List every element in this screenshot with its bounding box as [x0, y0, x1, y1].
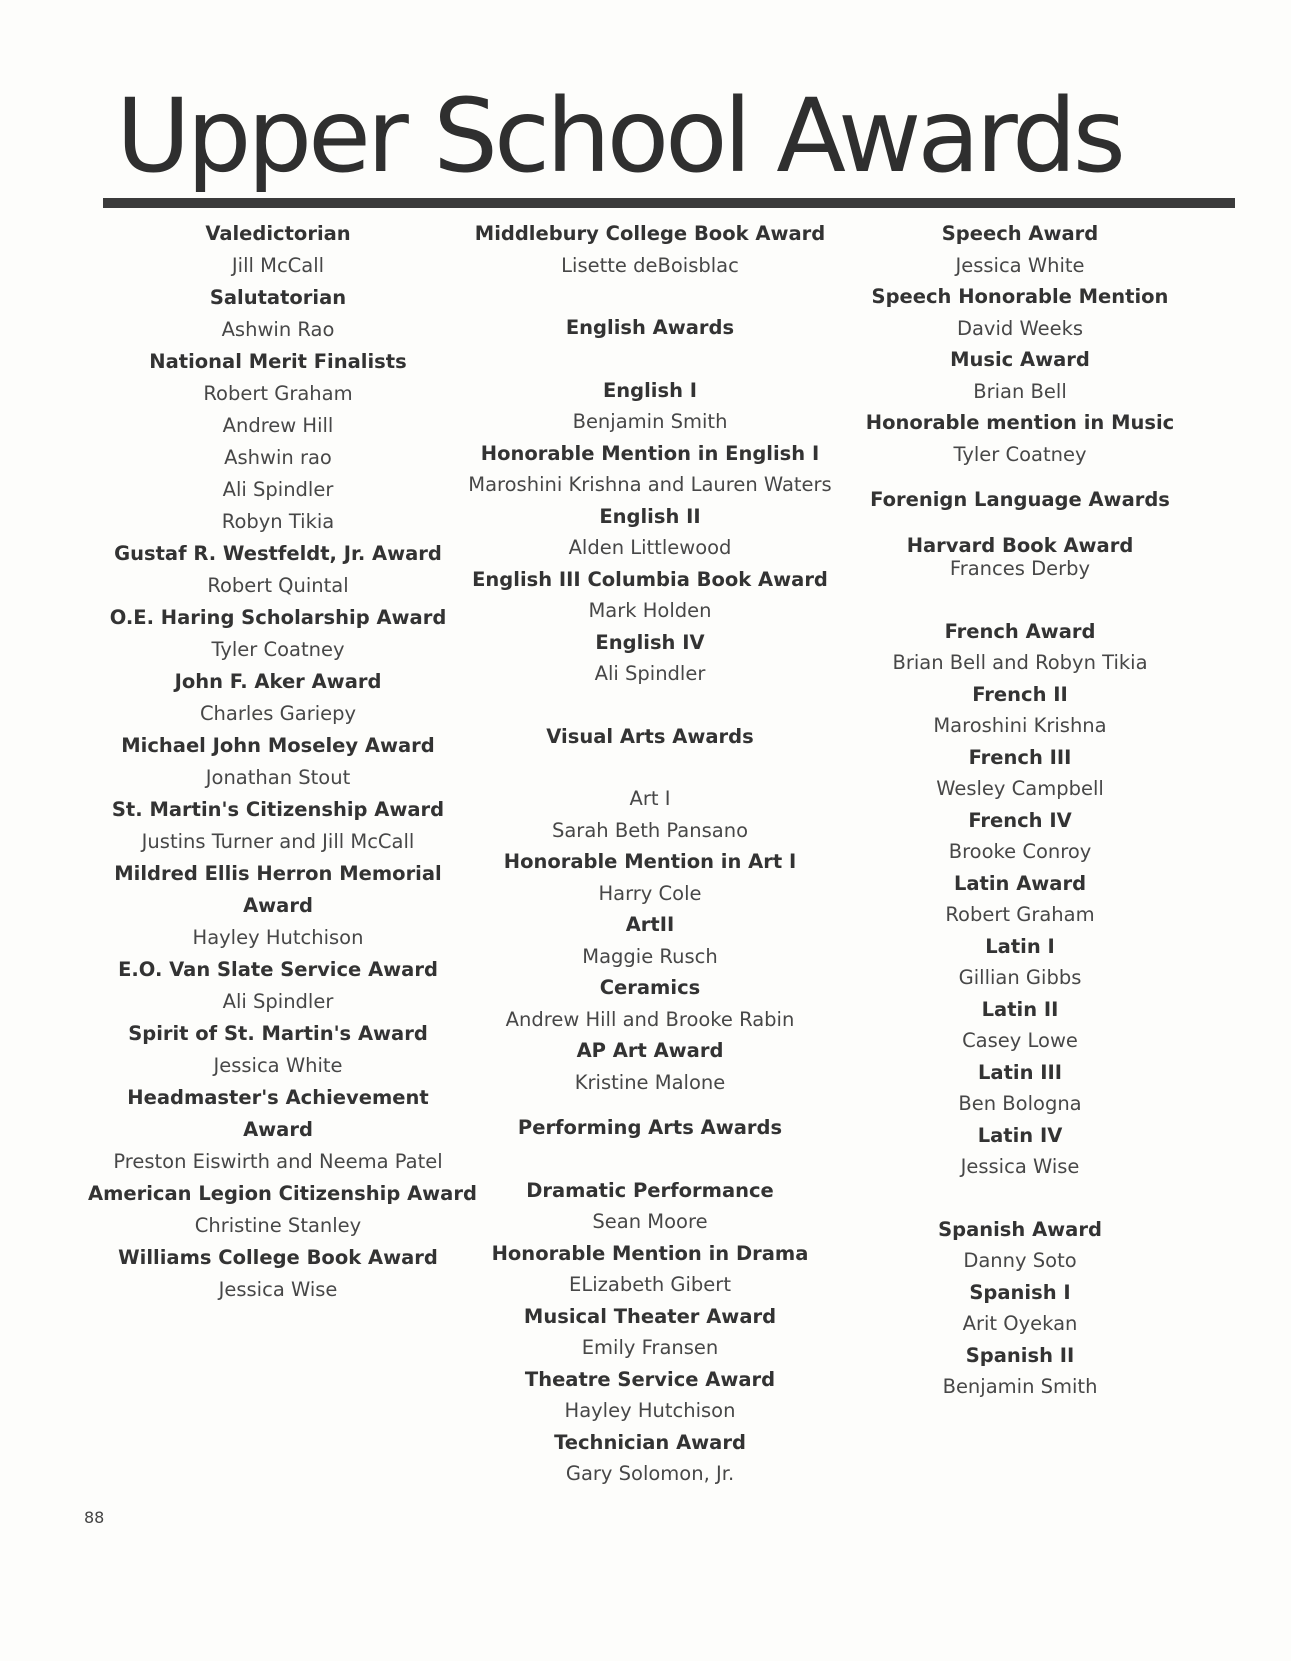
award-heading: Latin I	[985, 934, 1055, 958]
recipient-name: ELizabeth Gibert	[569, 1273, 731, 1296]
award-heading: Forenign Language Awards	[870, 488, 1170, 511]
award-heading: French IV	[968, 808, 1072, 832]
award-heading: Latin Award	[953, 871, 1087, 895]
award-heading: ArtII	[625, 913, 675, 936]
award-heading: Honorable mention in Music	[865, 411, 1175, 434]
award-heading: Mildred Ellis Herron Memorial	[114, 862, 442, 885]
award-heading: Theatre Service Award	[524, 1367, 776, 1391]
recipient-name: Casey Lowe	[962, 1029, 1078, 1052]
award-heading: Valedictorian	[205, 222, 351, 245]
award-heading: Spanish Award	[938, 1217, 1102, 1241]
recipient-name: Ashwin Rao	[221, 318, 335, 341]
award-heading: French Award	[944, 619, 1096, 643]
recipient-name: Robert Graham	[203, 382, 353, 405]
award-heading: Award	[243, 1118, 313, 1141]
recipient-name: Tyler Coatney	[211, 638, 345, 661]
recipient-name: Benjamin Smith	[572, 410, 728, 433]
recipient-name: Brooke Conroy	[948, 840, 1092, 863]
recipient-name: Danny Soto	[963, 1249, 1077, 1272]
award-heading: John F. Aker Award	[174, 670, 382, 693]
award-heading: Performing Arts Awards	[517, 1116, 783, 1139]
recipient-name: Benjamin Smith	[942, 1375, 1098, 1398]
recipient-name: Frances Derby	[949, 557, 1091, 580]
recipient-name: Alden Littlewood	[568, 536, 732, 559]
recipient-name: Lisette deBoisblac	[561, 253, 739, 277]
recipient-name: Brian Bell	[973, 379, 1067, 403]
recipient-name: Gary Solomon, Jr.	[565, 1462, 735, 1485]
award-heading: Spanish II	[965, 1343, 1075, 1367]
recipient-name: Maroshini Krishna	[933, 714, 1107, 737]
recipient-name: Charles Gariepy	[199, 702, 357, 725]
recipient-name: Harry Cole	[598, 881, 702, 905]
recipient-name: Sarah Beth Pansano	[551, 818, 749, 842]
recipient-name: Maroshini Krishna and Lauren Waters	[468, 473, 832, 496]
award-heading: Speech Award	[941, 222, 1099, 245]
recipient-name: Ashwin rao	[224, 446, 332, 469]
recipient-name: Jessica Wise	[960, 1155, 1080, 1178]
recipient-name: Tyler Coatney	[953, 442, 1087, 466]
award-heading: Musical Theater Award	[523, 1304, 777, 1328]
recipient-name: Jonathan Stout	[205, 766, 351, 789]
award-heading: Middlebury College Book Award	[474, 222, 826, 245]
award-heading: English III Columbia Book Award	[472, 567, 828, 591]
award-heading: Honorable Mention in Art I	[503, 850, 797, 873]
recipient-name: Mark Holden	[588, 599, 712, 622]
award-heading: Latin IV	[977, 1123, 1063, 1147]
recipient-name: Robert Graham	[945, 903, 1095, 926]
award-heading: English I	[602, 378, 698, 402]
recipient-name: Ali Spindler	[222, 478, 334, 501]
award-heading: Spanish I	[969, 1280, 1071, 1304]
recipient-name: Christine Stanley	[194, 1214, 362, 1237]
recipient-name: Robyn Tikia	[221, 510, 335, 533]
award-heading: E.O. Van Slate Service Award	[118, 958, 438, 981]
awards-column-1	[88, 218, 477, 1306]
page-number: 88	[84, 1508, 105, 1527]
recipient-name: Emily Fransen	[581, 1336, 719, 1359]
recipient-name: Kristine Malone	[574, 1070, 726, 1094]
recipient-name: Ali Spindler	[594, 662, 706, 685]
award-heading: Visual Arts Awards	[546, 724, 754, 748]
recipient-name: Jessica White	[955, 253, 1085, 277]
award-heading: National Merit Finalists	[149, 350, 407, 373]
recipient-name: Robert Quintal	[207, 574, 349, 597]
award-heading: St. Martin's Citizenship Award	[111, 798, 445, 821]
recipient-name: Justins Turner and Jill McCall	[141, 830, 415, 853]
award-heading: Award	[243, 894, 313, 917]
award-heading: Harvard Book Award	[906, 533, 1134, 557]
recipient-name: Hayley Hutchison	[564, 1399, 736, 1422]
award-heading: Honorable Mention in Drama	[491, 1241, 809, 1265]
award-heading: Williams College Book Award	[118, 1246, 438, 1269]
recipient-name: Arit Oyekan	[962, 1312, 1078, 1335]
award-heading: American Legion Citizenship Award	[88, 1182, 477, 1205]
award-heading: Latin III	[977, 1060, 1063, 1084]
page-title: Upper School Awards	[116, 77, 1122, 196]
award-heading: Spirit of St. Martin's Award	[128, 1022, 428, 1045]
recipient-name: Jessica Wise	[218, 1278, 338, 1301]
recipient-name: Maggie Rusch	[582, 944, 718, 968]
award-heading: AP Art Award	[576, 1039, 724, 1062]
recipient-name: Ben Bologna	[958, 1092, 1082, 1115]
award-heading: Dramatic Performance	[526, 1178, 774, 1202]
recipient-name: Andrew Hill and Brooke Rabin	[505, 1007, 795, 1031]
recipient-name: Art I	[629, 787, 671, 810]
award-heading: Headmaster's Achievement	[127, 1086, 429, 1109]
awards-column-3	[860, 218, 1180, 1403]
recipient-name: Andrew Hill	[222, 414, 334, 437]
award-heading: English II	[599, 504, 701, 528]
award-heading: Honorable Mention in English I	[480, 441, 820, 465]
award-heading: English IV	[595, 630, 705, 654]
recipient-name: Preston Eiswirth and Neema Patel	[113, 1150, 443, 1173]
award-heading: Speech Honorable Mention	[871, 285, 1169, 308]
recipient-name: David Weeks	[956, 316, 1084, 340]
title-rule	[103, 198, 1235, 208]
award-heading: Technician Award	[554, 1430, 746, 1454]
recipient-name: Wesley Campbell	[936, 777, 1104, 800]
award-heading: French III	[968, 745, 1072, 769]
award-heading: French II	[972, 682, 1068, 706]
recipient-name: Sean Moore	[592, 1210, 708, 1233]
recipient-name: Ali Spindler	[222, 990, 334, 1013]
awards-column-2	[465, 218, 835, 1490]
award-heading: English Awards	[565, 316, 735, 339]
award-heading: Michael John Moseley Award	[121, 734, 435, 757]
recipient-name: Hayley Hutchison	[192, 926, 364, 949]
recipient-name: Gillian Gibbs	[958, 966, 1082, 989]
recipient-name: Brian Bell and Robyn Tikia	[892, 651, 1148, 674]
award-heading: Salutatorian	[209, 286, 347, 309]
award-heading: Ceramics	[599, 976, 701, 999]
award-heading: Latin II	[981, 997, 1059, 1021]
award-heading: Music Award	[950, 348, 1090, 371]
recipient-name: Jessica White	[213, 1054, 343, 1077]
award-heading: O.E. Haring Scholarship Award	[109, 606, 447, 629]
recipient-name: Jill McCall	[231, 254, 325, 277]
award-heading: Gustaf R. Westfeldt, Jr. Award	[114, 542, 442, 565]
